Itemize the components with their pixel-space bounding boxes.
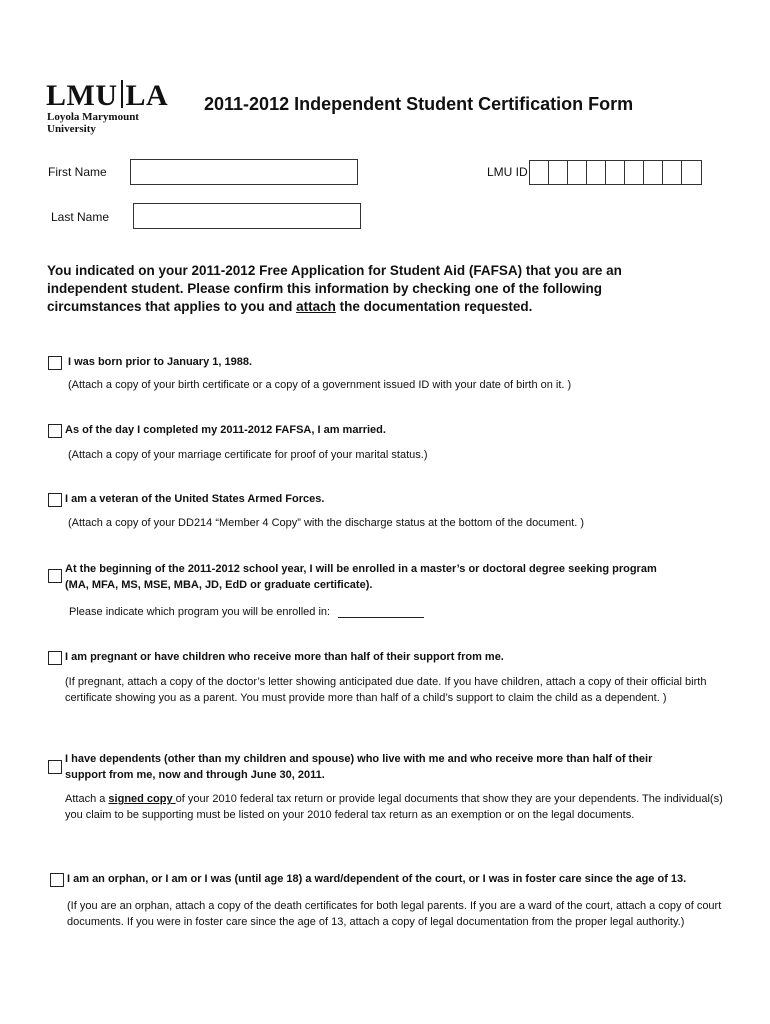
option-pregnant-or-children-note: (If pregnant, attach a copy of the doctor’s letter showing anticipated due date. If you have children, attach a copy of their official birth certificate showing you as a parent. You must provide more than half of a child’s support to claim the child as a dependent. ) [65, 676, 707, 704]
instructions-text-end: the documentation requested. [335, 299, 533, 314]
lmu-la-logo [46, 80, 168, 111]
logo-line2: University [47, 123, 96, 135]
program-name-field[interactable] [338, 605, 424, 618]
instructions-text: You indicated on your 2011-2012 Free Application for Student Aid (FAFSA) that you are an independent student. Please confirm this information by checking one of the following circumstances that applies to you and [47, 263, 622, 314]
option-graduate-program-label [65, 561, 745, 593]
option-other-dependents-note [65, 791, 725, 823]
option-married-label: As of the day I completed my 2011-2012 FAFSA, I am married. [65, 424, 386, 436]
option-veteran-checkbox[interactable] [48, 493, 62, 507]
option-graduate-program-label-line1: At the beginning of the 2011-2012 school year, I will be enrolled in a master’s or doctoral degree seeking program [65, 563, 657, 575]
lmu-id-digit-box[interactable] [682, 161, 701, 184]
option-pregnant-or-children-checkbox[interactable] [48, 651, 62, 665]
option-pregnant-or-children-label: I am pregnant or have children who receive more than half of their support from me. [65, 651, 504, 663]
option-veteran-note: (Attach a copy of your DD214 “Member 4 Copy” with the discharge status at the bottom of the document. ) [68, 517, 585, 529]
option-veteran-label: I am a veteran of the United States Armed Forces. [65, 493, 325, 505]
lmu-id-digit-box[interactable] [530, 161, 549, 184]
logo-university-name [47, 111, 139, 135]
option-born-before-1988-label: I was born prior to January 1, 1988. [68, 356, 253, 368]
option-married-note: (Attach a copy of your marriage certificate for proof of your marital status.) [68, 449, 428, 461]
option-other-dependents-label-line1: I have dependents (other than my children and spouse) who live with me and who receive more than half of their [65, 753, 653, 765]
option-orphan-ward-foster-checkbox[interactable] [50, 873, 64, 887]
option-born-before-1988-note: (Attach a copy of your birth certificate or a copy of a government issued ID with your date of birth on it. ) [68, 379, 572, 391]
option-other-dependents-label [65, 751, 745, 783]
option-graduate-program-note [69, 604, 424, 620]
lmu-id-digit-box[interactable] [606, 161, 625, 184]
lmu-id-digit-box[interactable] [663, 161, 682, 184]
option-married-checkbox[interactable] [48, 424, 62, 438]
lmu-id-digit-box[interactable] [587, 161, 606, 184]
program-question-text: Please indicate which program you will be enrolled in: [69, 606, 331, 618]
lmu-id-field[interactable] [529, 160, 702, 185]
dependents-note-end: of your 2010 federal tax return or provide legal documents that show they are your dependents. The individual(s) you claim to be supporting must be listed on your 2010 federal tax return as an exemption or on the legal documents. [65, 793, 723, 821]
option-other-dependents-label-line2: support from me, now and through June 30, 2011. [65, 769, 325, 781]
attach-emphasis: attach [296, 299, 336, 314]
lmu-id-digit-box[interactable] [549, 161, 568, 184]
lmu-id-digit-box[interactable] [568, 161, 587, 184]
first-name-label: First Name [48, 165, 107, 179]
last-name-label: Last Name [51, 210, 110, 224]
lmu-id-label: LMU ID [487, 165, 528, 179]
last-name-field[interactable] [133, 203, 361, 229]
option-graduate-program-label-line2: (MA, MFA, MS, MSE, MBA, JD, EdD or graduate certificate). [65, 579, 373, 591]
option-born-before-1988-checkbox[interactable] [48, 356, 62, 370]
logo-name-right: LA [125, 79, 169, 112]
option-orphan-ward-foster-note: (If you are an orphan, attach a copy of the death certificates for both legal parents. If you are a ward of the court, attach a copy of court documents. If you were in foster care since the age of 13, attach a copy of legal documentation from the proper legal authority.) [67, 900, 722, 928]
instructions-paragraph [47, 262, 687, 316]
option-orphan-ward-foster-label: I am an orphan, or I am or I was (until age 18) a ward/dependent of the court, or I was in foster care since the age of 13. [67, 873, 687, 885]
logo-divider [121, 80, 123, 108]
lmu-id-digit-box[interactable] [644, 161, 663, 184]
option-graduate-program-checkbox[interactable] [48, 569, 62, 583]
option-other-dependents-checkbox[interactable] [48, 760, 62, 774]
first-name-field[interactable] [130, 159, 358, 185]
dependents-note-start: Attach a [65, 793, 109, 805]
lmu-id-digit-box[interactable] [625, 161, 644, 184]
logo-line1: Loyola Marymount [47, 111, 139, 123]
logo-name-left: LMU [46, 79, 118, 112]
signed-copy-emphasis: signed copy [108, 793, 176, 805]
form-title: 2011-2012 Independent Student Certification Form [204, 94, 634, 114]
